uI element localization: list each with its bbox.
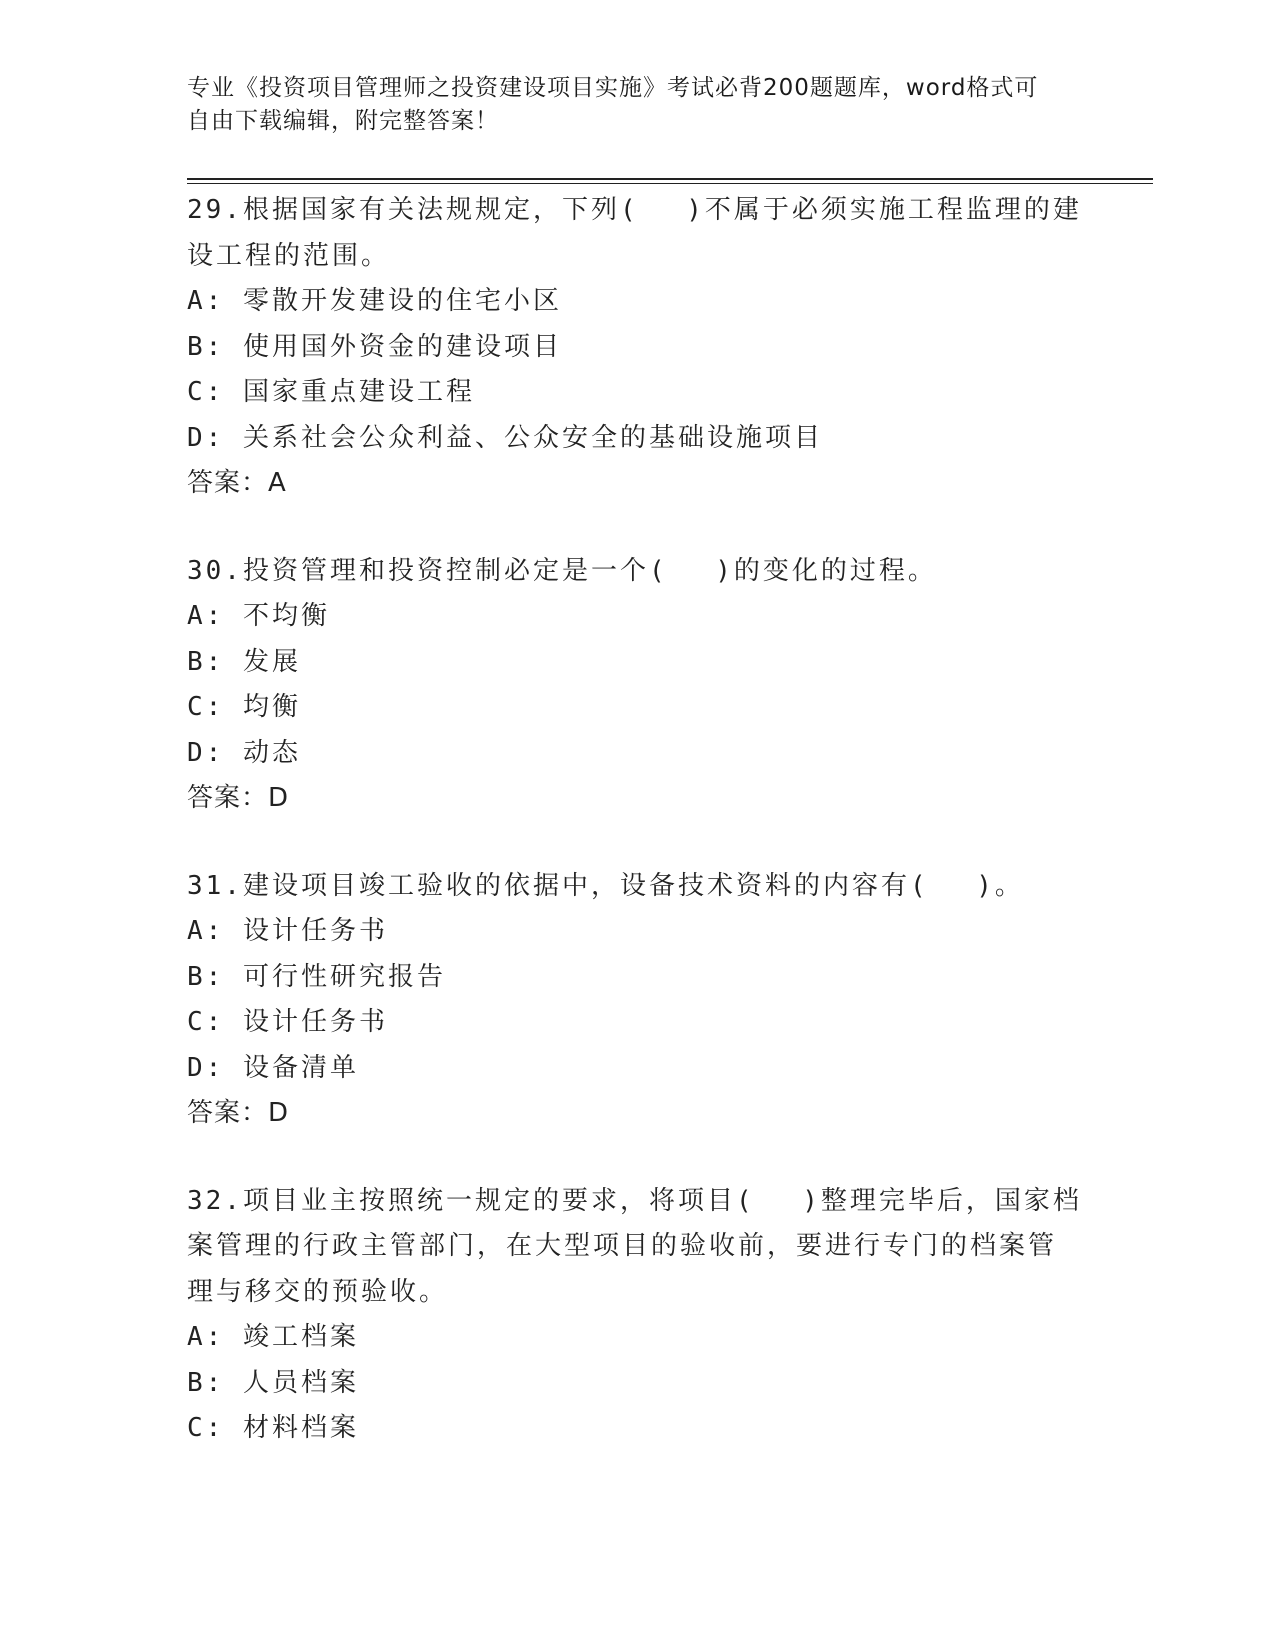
answer-option: C: 均衡 <box>187 692 301 722</box>
header-line: 自由下载编辑，附完整答案！ <box>187 108 499 134</box>
header-line: 专业《投资项目管理师之投资建设项目实施》考试必背200题题库，word格式可 <box>187 75 1039 101</box>
question-stem: 32.项目业主按照统一规定的要求，将项目( )整理完毕后，国家档 <box>187 1185 1082 1216</box>
header-divider-thin <box>187 183 1153 184</box>
answer-key: 答案：A <box>187 468 287 498</box>
answer-option: A: 零散开发建设的住宅小区 <box>187 286 562 316</box>
answer-option: D: 动态 <box>187 737 301 768</box>
question-stem: 理与移交的预验收。 <box>187 1276 449 1307</box>
answer-option: C: 材料档案 <box>187 1413 359 1443</box>
header-divider <box>187 178 1153 180</box>
answer-option: D: 关系社会公众利益、公众安全的基础设施项目 <box>187 422 823 453</box>
answer-key: 答案：D <box>187 1098 290 1128</box>
question-stem: 设工程的范围。 <box>187 240 391 271</box>
answer-option: B: 发展 <box>187 646 301 677</box>
answer-option: D: 设备清单 <box>187 1052 359 1083</box>
document-header <box>187 72 1067 138</box>
answer-option: B: 人员档案 <box>187 1367 359 1398</box>
question-item <box>187 1179 1087 1452</box>
answer-option: C: 设计任务书 <box>187 1007 388 1037</box>
question-item <box>187 188 1087 507</box>
question-list <box>187 188 1087 1494</box>
answer-option: B: 使用国外资金的建设项目 <box>187 331 562 362</box>
answer-option: A: 竣工档案 <box>187 1322 359 1352</box>
answer-option: A: 不均衡 <box>187 601 330 631</box>
answer-option: B: 可行性研究报告 <box>187 961 446 992</box>
question-stem: 31.建设项目竣工验收的依据中，设备技术资料的内容有( )。 <box>187 870 1024 901</box>
answer-key: 答案：D <box>187 783 290 813</box>
question-stem: 29.根据国家有关法规规定，下列( )不属于必须实施工程监理的建 <box>187 195 1082 225</box>
question-stem: 案管理的行政主管部门，在大型项目的验收前，要进行专门的档案管 <box>187 1231 1058 1261</box>
question-item <box>187 864 1087 1137</box>
question-item <box>187 549 1087 822</box>
answer-option: C: 国家重点建设工程 <box>187 377 475 407</box>
answer-option: A: 设计任务书 <box>187 916 388 946</box>
question-stem: 30.投资管理和投资控制必定是一个( )的变化的过程。 <box>187 555 937 586</box>
